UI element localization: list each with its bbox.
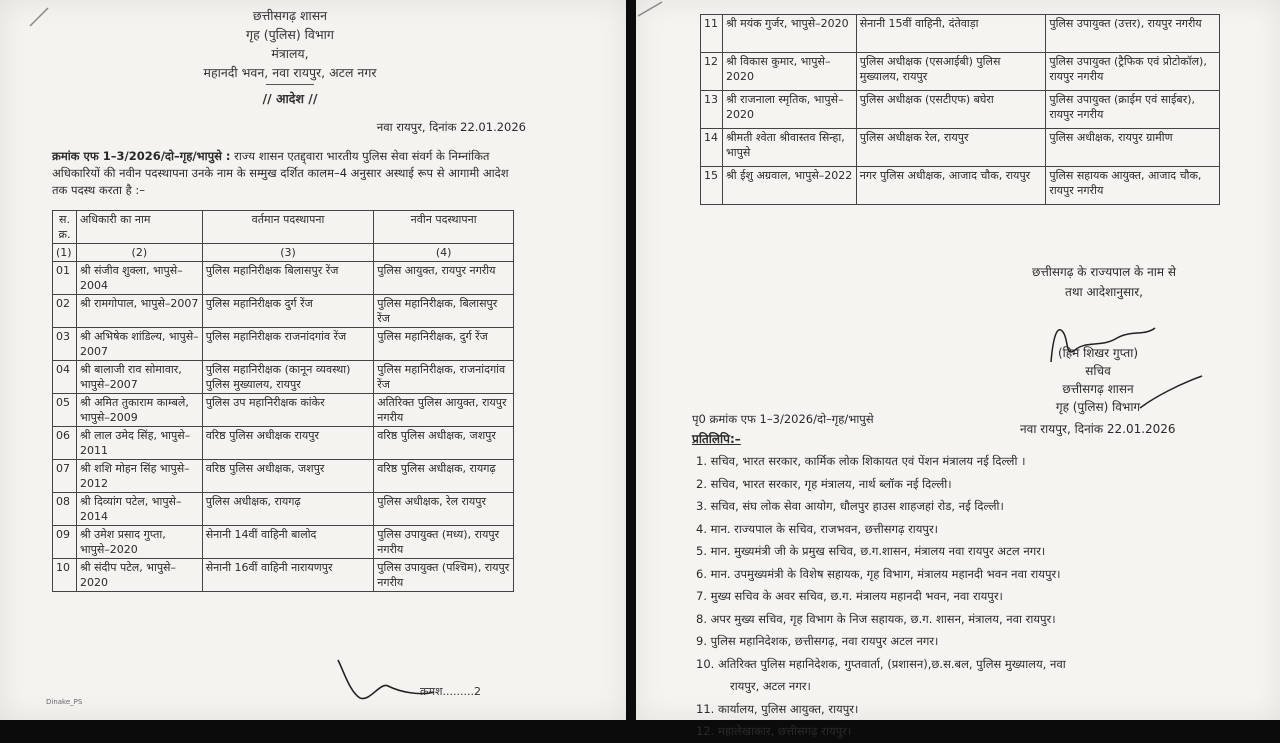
cell-new-posting: पुलिस आयुक्त, रायपुर नगरीय bbox=[374, 262, 514, 295]
copy-recipient: 7. मुख्य सचिव के अवर सचिव, छ.ग. मंत्रालय महानदी भवन, नवा रायपुर। bbox=[696, 589, 1003, 603]
letterhead-address: महानदी भवन, नवा रायपुर, अटल नगर bbox=[203, 65, 377, 80]
cell-serial: 09 bbox=[53, 526, 77, 559]
colnum: (4) bbox=[374, 244, 514, 262]
corner-mark bbox=[28, 6, 52, 28]
table-column-number-row bbox=[53, 244, 514, 262]
document-page-1 bbox=[0, 0, 626, 720]
cell-officer-name: श्री संदीप पटेल, भापुसे–2020 bbox=[76, 559, 202, 592]
copies-title: प्रतिलिपि:– bbox=[692, 432, 741, 446]
table-row bbox=[53, 493, 514, 526]
letterhead bbox=[120, 6, 460, 108]
copy-recipient: 10. अतिरिक्त पुलिस महानिदेशक, गुप्तवार्ता, (प्रशासन),छ.स.बल, पुलिस मुख्यालय, नवा bbox=[696, 656, 1066, 671]
table-row bbox=[53, 328, 514, 361]
cell-serial: 02 bbox=[53, 295, 77, 328]
cell-officer-name: श्री दिव्यांग पटेल, भापुसे–2014 bbox=[76, 493, 202, 526]
cell-officer-name: श्री राजनाला स्मृतिक, भापुसे–2020 bbox=[722, 91, 856, 129]
table-row bbox=[53, 559, 514, 592]
table-header-row bbox=[53, 211, 514, 244]
cell-new-posting: अतिरिक्त पुलिस आयुक्त, रायपुर नगरीय bbox=[374, 394, 514, 427]
header-officer-name: अधिकारी का नाम bbox=[76, 211, 202, 244]
copies-list bbox=[696, 450, 1216, 743]
cell-current-posting: पुलिस अधीक्षक, रायगढ़ bbox=[202, 493, 374, 526]
cell-current-posting: पुलिस महानिरीक्षक राजनांदगांव रेंज bbox=[202, 328, 374, 361]
governor-note-line1: छत्तीसगढ़ के राज्यपाल के नाम से bbox=[1032, 265, 1176, 279]
table-row bbox=[53, 460, 514, 493]
colnum: (1) bbox=[53, 244, 77, 262]
governor-authority-note bbox=[1004, 262, 1204, 302]
copy-recipient: 8. अपर मुख्य सचिव, गृह विभाग के निज सहायक, छ.ग. शासन, मंत्रालय, नवा रायपुर। bbox=[696, 611, 1056, 626]
copy-recipient: रायपुर, अटल नगर। bbox=[730, 679, 811, 693]
header-current-posting: वर्तमान पदस्थापना bbox=[202, 211, 374, 244]
order-body: राज्य शासन एतद्द्वारा भारतीय पुलिस सेवा संवर्ग के निम्नांकित अधिकारियों की नवीन पदस्थापना उनके नाम के सम्मुख दर्शित कालम–4 अनुसार अस्थाई रूप से आगामी आदेश तक पदस्थ करता है :– bbox=[52, 149, 509, 197]
initials-signature bbox=[330, 652, 440, 708]
cell-new-posting: पुलिस उपायुक्त (ट्रैफिक एवं प्रोटोकॉल), रायपुर नगरीय bbox=[1046, 53, 1220, 91]
order-intro bbox=[52, 148, 522, 199]
continued-note: क्रमश.........2 bbox=[420, 685, 481, 698]
cell-serial: 03 bbox=[53, 328, 77, 361]
table-row bbox=[53, 526, 514, 559]
table-row bbox=[53, 427, 514, 460]
cell-new-posting: पुलिस सहायक आयुक्त, आजाद चौक, रायपुर नगरीय bbox=[1046, 167, 1220, 205]
cell-serial: 05 bbox=[53, 394, 77, 427]
cell-officer-name: श्री विकास कुमार, भापुसे–2020 bbox=[722, 53, 856, 91]
cell-current-posting: सेनानी 16वीं वाहिनी नारायणपुर bbox=[202, 559, 374, 592]
copy-recipient: 9. पुलिस महानिदेशक, छत्तीसगढ़, नवा रायपुर अटल नगर। bbox=[696, 634, 939, 648]
corner-note: Dinake_PS bbox=[46, 698, 83, 706]
table-row bbox=[701, 15, 1220, 53]
table-row bbox=[53, 361, 514, 394]
copy-recipient: 1. सचिव, भारत सरकार, कार्मिक लोक शिकायत एवं पेंशन मंत्रालय नई दिल्ली । bbox=[696, 454, 1026, 468]
cell-officer-name: श्रीमती श्वेता श्रीवास्तव सिन्हा, भापुसे bbox=[722, 129, 856, 167]
cell-serial: 04 bbox=[53, 361, 77, 394]
table-row bbox=[701, 167, 1220, 205]
signature-date: नवा रायपुर, दिनांक 22.01.2026 bbox=[1020, 422, 1176, 436]
cell-serial: 06 bbox=[53, 427, 77, 460]
cell-officer-name: श्री अभिषेक शांडिल्य, भापुसे–2007 bbox=[76, 328, 202, 361]
governor-note-line2: तथा आदेशानुसार, bbox=[1065, 285, 1143, 299]
cell-serial: 10 bbox=[53, 559, 77, 592]
cell-officer-name: श्री लाल उमेद सिंह, भापुसे–2011 bbox=[76, 427, 202, 460]
signatory-name: (हिम शिखर गुप्ता) bbox=[1057, 346, 1139, 360]
cell-officer-name: श्री ईशु अग्रवाल, भापुसे–2022 bbox=[722, 167, 856, 205]
cell-new-posting: पुलिस महानिरीक्षक, राजनांदगांव रेंज bbox=[374, 361, 514, 394]
corner-mark bbox=[636, 0, 666, 20]
cell-serial: 13 bbox=[701, 91, 723, 129]
header-serial: स. क्र. bbox=[53, 211, 77, 244]
letterhead-ministry: मंत्रालय, bbox=[271, 46, 309, 61]
table-row bbox=[701, 53, 1220, 91]
cell-serial: 01 bbox=[53, 262, 77, 295]
cell-officer-name: श्री उमेश प्रसाद गुप्ता, भापुसे–2020 bbox=[76, 526, 202, 559]
cell-officer-name: श्री संजीव शुक्ला, भापुसे–2004 bbox=[76, 262, 202, 295]
cell-new-posting: वरिष्ठ पुलिस अधीक्षक, रायगढ़ bbox=[374, 460, 514, 493]
cell-current-posting: पुलिस अधीक्षक (एसआईबी) पुलिस मुख्यालय, रायपुर bbox=[856, 53, 1046, 91]
signatory-title: सचिव bbox=[1085, 364, 1111, 378]
cell-serial: 08 bbox=[53, 493, 77, 526]
cell-new-posting: पुलिस उपायुक्त (पश्चिम), रायपुर नगरीय bbox=[374, 559, 514, 592]
colnum: (3) bbox=[202, 244, 374, 262]
order-date: नवा रायपुर, दिनांक 22.01.2026 bbox=[376, 120, 526, 134]
letterhead-department: गृह (पुलिस) विभाग bbox=[246, 27, 334, 42]
order-title: // आदेश // bbox=[262, 91, 318, 106]
cell-serial: 14 bbox=[701, 129, 723, 167]
copy-recipient: 2. सचिव, भारत सरकार, गृह मंत्रालय, नार्थ ब्लॉक नई दिल्ली। bbox=[696, 476, 952, 491]
copy-recipient: 6. मान. उपमुख्यमंत्री के विशेष सहायक, गृह विभाग, मंत्रालय महानदी भवन नवा रायपुर। bbox=[696, 566, 1061, 581]
order-reference: क्रमांक एफ 1–3/2026/दो–गृह/भापुसे : bbox=[52, 149, 231, 163]
copy-recipient: 11. कार्यालय, पुलिस आयुक्त, रायपुर। bbox=[696, 701, 859, 716]
cell-current-posting: सेनानी 14वीं वाहिनी बालोद bbox=[202, 526, 374, 559]
cell-current-posting: नगर पुलिस अधीक्षक, आजाद चौक, रायपुर bbox=[856, 167, 1046, 205]
colnum: (2) bbox=[76, 244, 202, 262]
cell-serial: 12 bbox=[701, 53, 723, 91]
table-row bbox=[53, 295, 514, 328]
cell-current-posting: पुलिस महानिरीक्षक बिलासपुर रेंज bbox=[202, 262, 374, 295]
table-row bbox=[701, 91, 1220, 129]
signatory-government: छत्तीसगढ़ शासन bbox=[1062, 382, 1134, 396]
cell-officer-name: श्री शशि मोहन सिंह भापुसे– 2012 bbox=[76, 460, 202, 493]
signature-block bbox=[1008, 344, 1188, 416]
cell-officer-name: श्री बालाजी राव सोमावार, भापुसे–2007 bbox=[76, 361, 202, 394]
cell-current-posting: वरिष्ठ पुलिस अधीक्षक रायपुर bbox=[202, 427, 374, 460]
cell-new-posting: पुलिस अधीक्षक, रेल रायपुर bbox=[374, 493, 514, 526]
signatory-department: गृह (पुलिस) विभाग bbox=[1055, 400, 1141, 414]
divider bbox=[266, 84, 314, 85]
posting-table-continued bbox=[700, 14, 1220, 205]
cell-serial: 11 bbox=[701, 15, 723, 53]
cell-officer-name: श्री अमित तुकाराम काम्बले, भापुसे–2009 bbox=[76, 394, 202, 427]
table-row bbox=[53, 262, 514, 295]
copy-recipient: 4. मान. राज्यपाल के सचिव, राजभवन, छत्तीसगढ़ रायपुर। bbox=[696, 521, 939, 536]
cell-current-posting: सेनानी 15वीं वाहिनी, दंतेवाड़ा bbox=[856, 15, 1046, 53]
cell-current-posting: पुलिस उप महानिरीक्षक कांकेर bbox=[202, 394, 374, 427]
posting-table bbox=[52, 210, 514, 592]
cell-current-posting: पुलिस अधीक्षक रेल, रायपुर bbox=[856, 129, 1046, 167]
document-page-2 bbox=[636, 0, 1280, 738]
table-row bbox=[701, 129, 1220, 167]
cell-new-posting: पुलिस उपायुक्त (मध्य), रायपुर नगरीय bbox=[374, 526, 514, 559]
cell-current-posting: पुलिस अधीक्षक (एसटीएफ) बघेरा bbox=[856, 91, 1046, 129]
cell-new-posting: पुलिस महानिरीक्षक, दुर्ग रेंज bbox=[374, 328, 514, 361]
cell-current-posting: पुलिस महानिरीक्षक दुर्ग रेंज bbox=[202, 295, 374, 328]
cell-new-posting: पुलिस अधीक्षक, रायपुर ग्रामीण bbox=[1046, 129, 1220, 167]
cell-current-posting: पुलिस महानिरीक्षक (कानून व्यवस्था) पुलिस मुख्यालय, रायपुर bbox=[202, 361, 374, 394]
cell-new-posting: वरिष्ठ पुलिस अधीक्षक, जशपुर bbox=[374, 427, 514, 460]
copy-recipient: 3. सचिव, संघ लोक सेवा आयोग, धौलपुर हाउस शाहजहां रोड, नई दिल्ली। bbox=[696, 499, 1004, 513]
cell-officer-name: श्री मयंक गुर्जर, भापुसे–2020 bbox=[722, 15, 856, 53]
cell-new-posting: पुलिस उपायुक्त (उत्तर), रायपुर नगरीय bbox=[1046, 15, 1220, 53]
table-row bbox=[53, 394, 514, 427]
cell-serial: 15 bbox=[701, 167, 723, 205]
cell-new-posting: पुलिस उपायुक्त (क्राईम एवं साईबर), रायपुर नगरीय bbox=[1046, 91, 1220, 129]
letterhead-government: छत्तीसगढ़ शासन bbox=[252, 8, 328, 23]
copy-recipient: 12. महालेखाकार, छत्तीसगढ़ रायपुर। bbox=[696, 724, 852, 738]
header-new-posting: नवीन पदस्थापना bbox=[374, 211, 514, 244]
cell-current-posting: वरिष्ठ पुलिस अधीक्षक, जशपुर bbox=[202, 460, 374, 493]
cell-serial: 07 bbox=[53, 460, 77, 493]
cell-new-posting: पुलिस महानिरीक्षक, बिलासपुर रेंज bbox=[374, 295, 514, 328]
copy-reference: पृ0 क्रमांक एफ 1–3/2026/दो–गृह/भापुसे bbox=[692, 412, 874, 426]
cell-officer-name: श्री रामगोपाल, भापुसे–2007 bbox=[76, 295, 202, 328]
copy-recipient: 5. मान. मुख्यमंत्री जी के प्रमुख सचिव, छ.ग.शासन, मंत्रालय नवा रायपुर अटल नगर। bbox=[696, 544, 1046, 558]
